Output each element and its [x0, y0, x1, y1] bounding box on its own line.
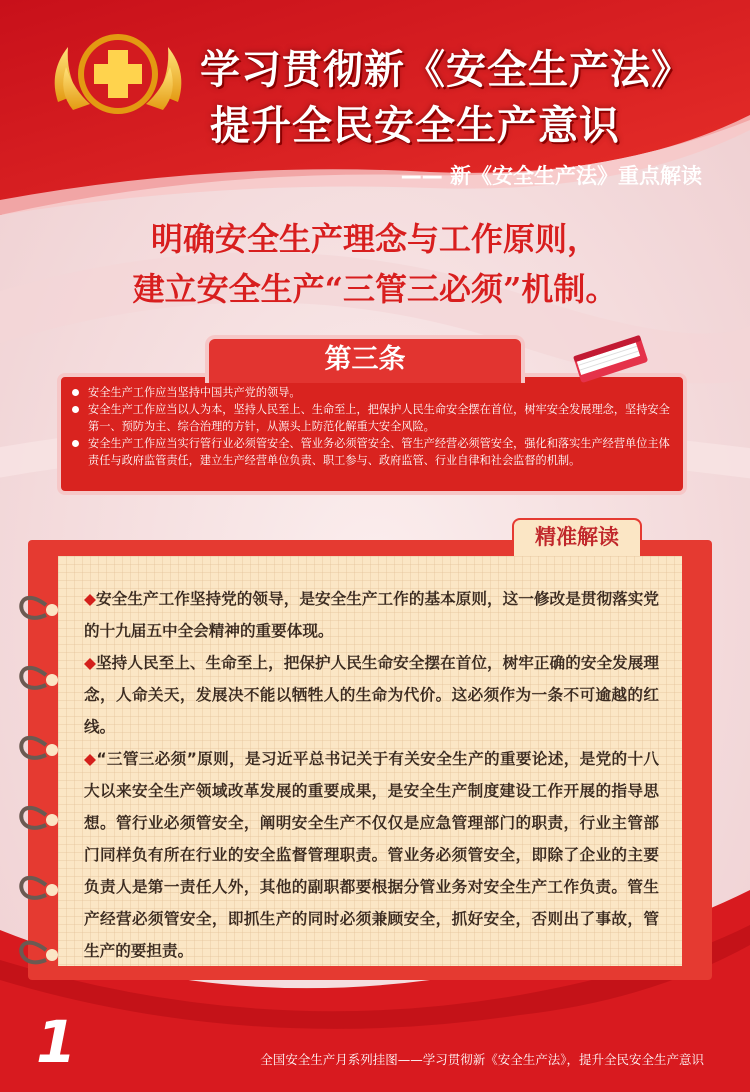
- footer-series-text: 全国安全生产月系列挂图——学习贯彻新《安全生产法》，提升全民安全生产意识: [260, 1052, 704, 1067]
- page-number: 1: [36, 1008, 77, 1076]
- slogan-line2: 建立安全生产“三管三必须”机制。: [132, 270, 618, 308]
- article-list: [70, 384, 680, 469]
- book-icon: [570, 335, 652, 385]
- slogan-line1: 明确安全生产理念与工作原则，: [150, 220, 599, 258]
- interpretation-paragraph: ◆“三管三必须”原则，是习近平总书记关于有关安全生产的重要论述，是党的十八大以来安全生产领域改革发展的重要成果，是安全生产制度建设工作开展的指导思想。管行业必须管安全，阐明安全生产不仅仅是应急管理部门的职责，行业主管部门同样负有所在行业的安全监督管理职责。管业务必须管安全，即除了企业的主要负责人是第一责任人外，其他的副职都要根据分管业务对安全生产工作负责。管生产经营必须管安全，即抓生产的同时必须兼顾安全，抓好安全，否则出了事故，管生产的要担责。: [84, 750, 659, 960]
- main-title-line2: 提升全民安全生产意识: [210, 103, 620, 149]
- article-item: 安全生产工作应当实行管行业必须管安全、管业务必须管安全、管生产经营必须管安全，强化和落实生产经营单位主体责任与政府监管责任，建立生产经营单位负责、职工参与、政府监管、行业自律和社会监督的机制。: [70, 435, 680, 469]
- article-title: 第三条: [205, 335, 525, 383]
- diamond-bullet-icon: ◆: [84, 590, 97, 608]
- article-item: 安全生产工作应当以人为本，坚持人民至上、生命至上，把保护人民生命安全摆在首位，树牢安全发展理念，坚持安全第一、预防为主、综合治理的方针，从源头上防范化解重大安全风险。: [70, 401, 680, 435]
- diamond-bullet-icon: ◆: [84, 654, 97, 672]
- article-item: 安全生产工作应当坚持中国共产党的领导。: [70, 384, 680, 401]
- interpretation-tab: 精准解读: [512, 518, 642, 556]
- interpretation-body: [84, 583, 659, 967]
- interpretation-paragraph: ◆坚持人民至上、生命至上，把保护人民生命安全摆在首位，树牢正确的安全发展理念，人命关天，发展决不能以牺牲人的生命为代价。这必须作为一条不可逾越的红线。: [84, 654, 659, 736]
- interpretation-paragraph: ◆安全生产工作坚持党的领导，是安全生产工作的基本原则，这一修改是贯彻落实党的十九届五中全会精神的重要体现。: [84, 590, 659, 640]
- notebook-ring-icon: [8, 575, 68, 975]
- subtitle: —— 新《安全生产法》重点解读: [400, 164, 702, 188]
- header: [0, 0, 750, 210]
- main-title-line1: 学习贯彻新《安全生产法》: [200, 47, 692, 93]
- diamond-bullet-icon: ◆: [84, 750, 97, 768]
